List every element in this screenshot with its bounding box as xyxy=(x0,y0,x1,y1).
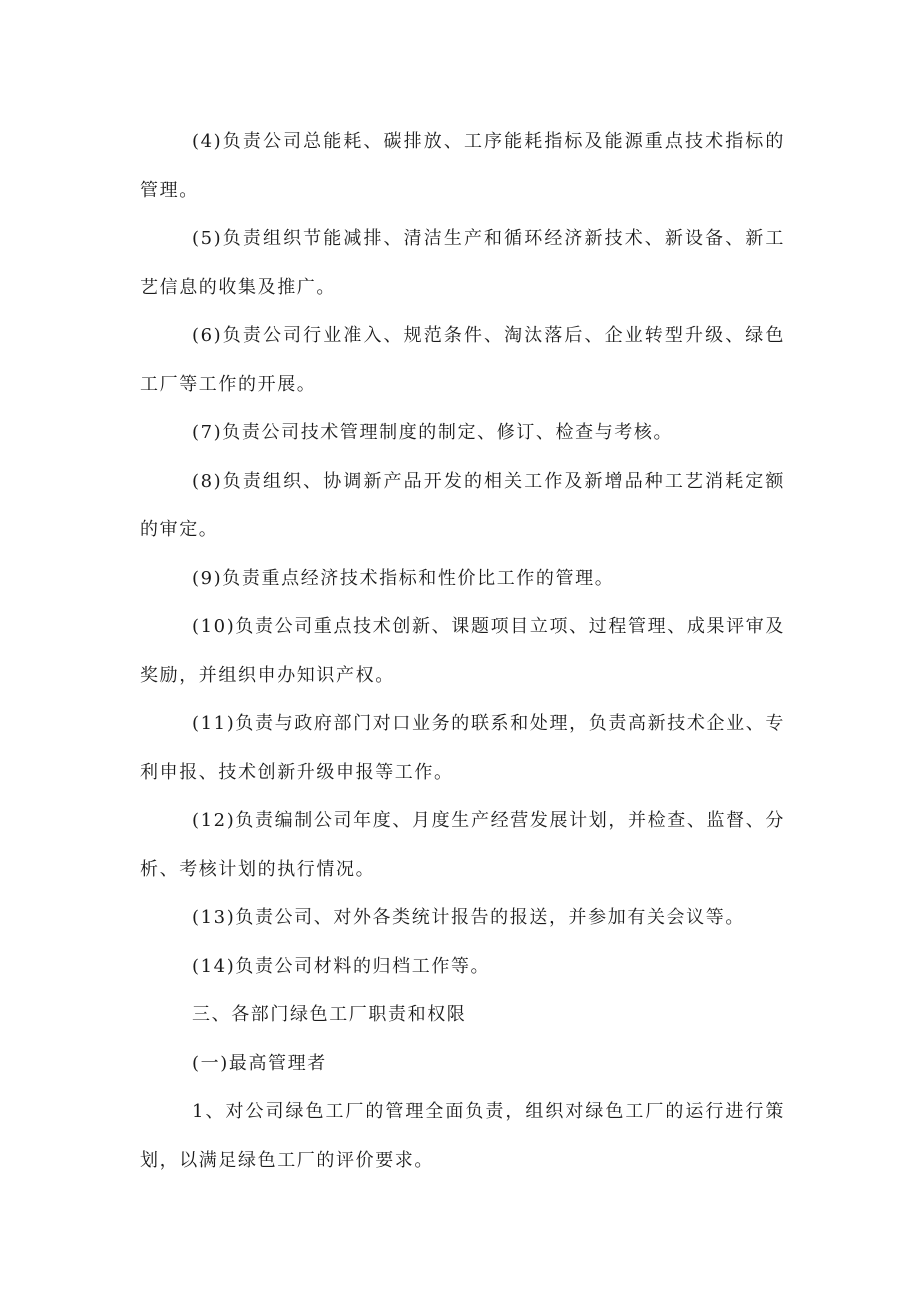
paragraph-item-11: (11)负责与政府部门对口业务的联系和处理，负责高新技术企业、专利申报、技术创新升级申报等工作。 xyxy=(140,713,785,783)
paragraph-item-14: (14)负责公司材料的归档工作等。 xyxy=(192,955,491,977)
document-body xyxy=(140,118,785,1185)
paragraph-item-6: (6)负责公司行业准入、规范条件、淘汰落后、企业转型升级、绿色工厂等工作的开展。 xyxy=(140,325,785,395)
paragraph-item-12: (12)负责编制公司年度、月度生产经营发展计划，并检查、监督、分析、考核计划的执行情况。 xyxy=(140,810,785,880)
paragraph-item-4: (4)负责公司总能耗、碳排放、工序能耗指标及能源重点技术指标的管理。 xyxy=(140,131,785,201)
paragraph-item-8: (8)负责组织、协调新产品开发的相关工作及新增品种工艺消耗定额的审定。 xyxy=(140,470,785,540)
section-heading: 三、各部门绿色工厂职责和权限 xyxy=(192,1004,467,1025)
paragraph-item-9: (9)负责重点经济技术指标和性价比工作的管理。 xyxy=(192,567,615,589)
paragraph-item-7: (7)负责公司技术管理制度的制定、修订、检查与考核。 xyxy=(192,422,674,443)
paragraph-item-5: (5)负责组织节能减排、清洁生产和循环经济新技术、新设备、新工艺信息的收集及推广。 xyxy=(140,228,785,298)
paragraph-duty-1: 1、对公司绿色工厂的管理全面负责，组织对绿色工厂的运行进行策划，以满足绿色工厂的评价要求。 xyxy=(140,1101,785,1171)
subsection-heading: (一)最高管理者 xyxy=(192,1052,327,1074)
paragraph-item-13: (13)负责公司、对外各类统计报告的报送，并参加有关会议等。 xyxy=(192,907,745,928)
paragraph-item-10: (10)负责公司重点技术创新、课题项目立项、过程管理、成果评审及奖励，并组织申办知识产权。 xyxy=(140,616,785,686)
